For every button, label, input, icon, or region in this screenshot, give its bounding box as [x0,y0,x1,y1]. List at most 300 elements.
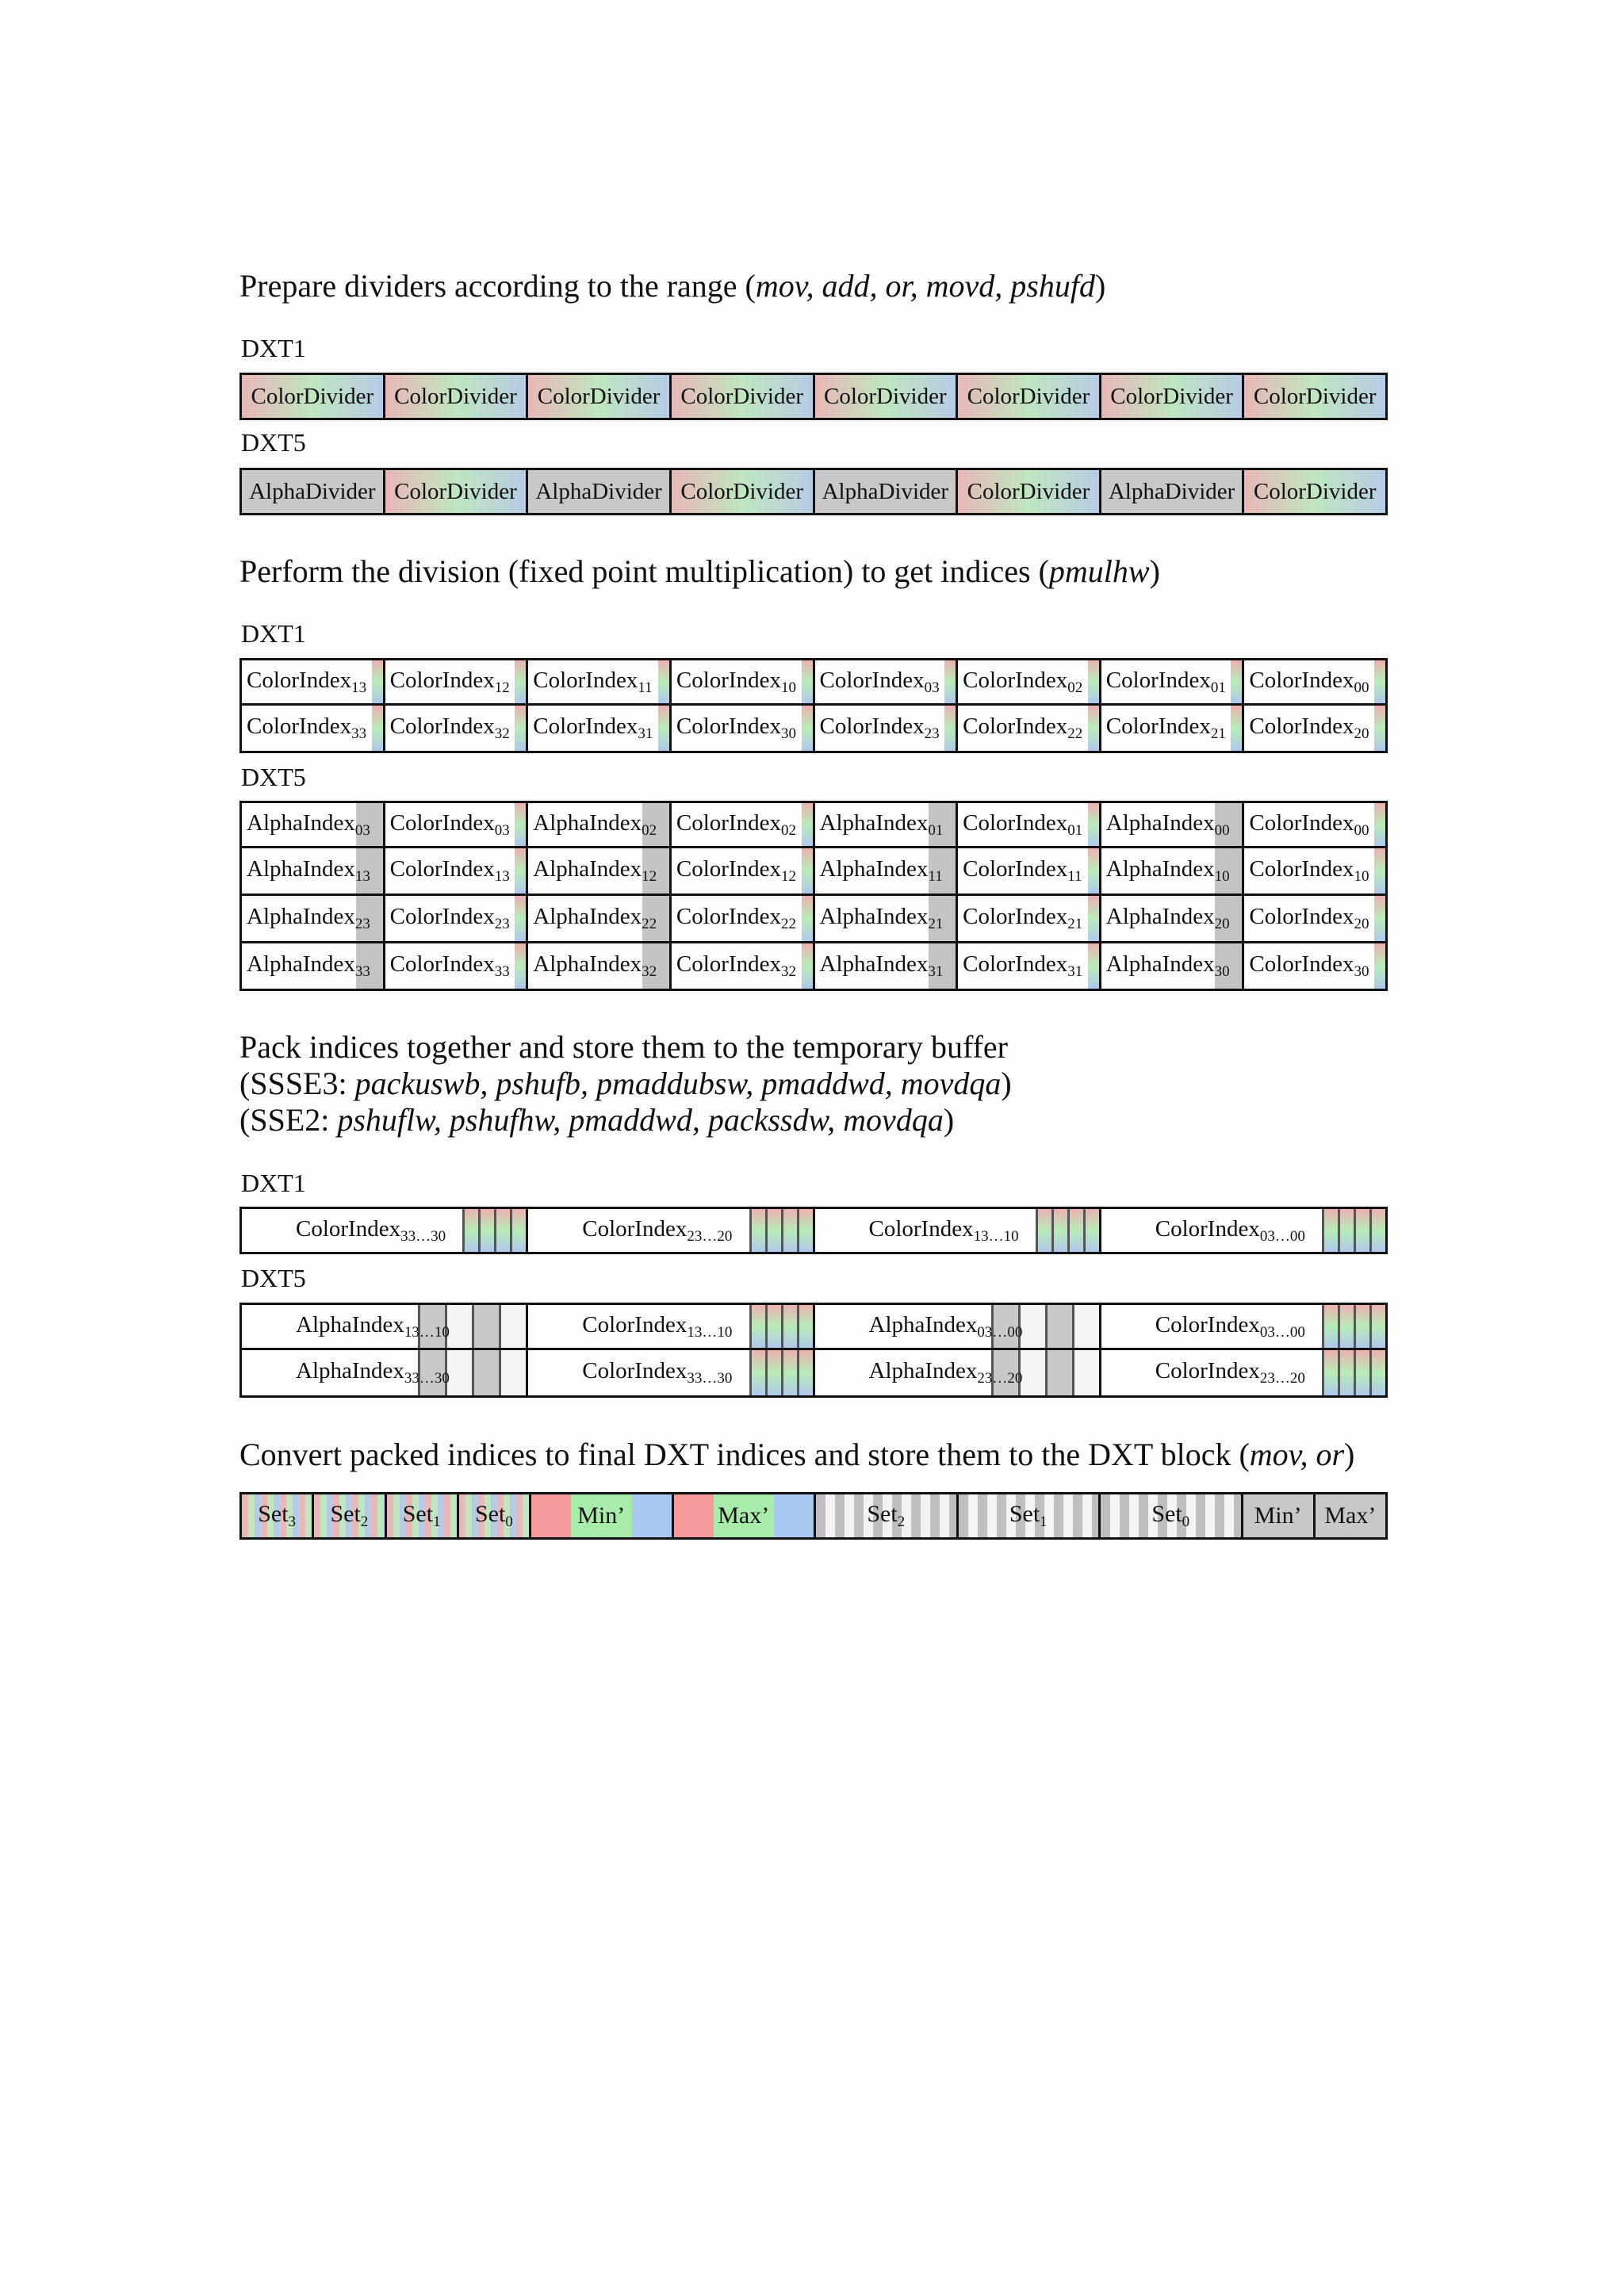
alpha-divider-cell [239,468,385,515]
color-index-cell [383,658,529,706]
min-endpoint-label: Min’ [577,1502,626,1529]
cell-subscript: 2 [897,1513,906,1530]
color-index-cell [526,706,672,753]
cell-subscript: 21 [928,916,944,932]
packed-alpha-label: AlphaIndex$_{03\dots 00}$ [868,1311,1023,1341]
color-index-label: ColorIndex$_{23}$ [819,714,940,742]
bit-bar [1051,1209,1067,1252]
color-index-cell [239,658,385,706]
color-index-label: ColorIndex$_{32}$ [389,714,510,742]
alpha-index-label: AlphaIndex$_{12}$ [533,856,657,885]
cell-subscript: 03 [924,679,940,696]
cell-subscript: 30 [780,725,796,742]
color-bits-stripe [515,896,526,941]
label-dxt1: DXT1 [241,619,306,648]
color-index-cell [669,848,815,896]
color-index-cell [1242,848,1388,896]
alpha-index-label: AlphaIndex$_{11}$ [819,856,943,885]
color-bit-bars [749,1305,813,1348]
color-index-label: ColorIndex$_{10}$ [676,667,796,696]
color-index-label: ColorIndex$_{02}$ [676,809,796,839]
bit-bar [1072,1305,1099,1348]
color-divider-cell [1242,468,1388,515]
alpha-index-cell [813,848,959,896]
packed-color-label: ColorIndex$_{33\dots 30}$ [582,1358,733,1387]
alpha-index-cell [1099,848,1245,896]
heading-convert [239,1437,1354,1473]
cell-subscript: 03 [494,821,510,839]
index-row [239,896,1388,943]
color-index-cell [956,848,1101,896]
max-endpoint-label-wrap [674,1494,814,1537]
heading-end: ) [943,1102,955,1138]
bit-bar [1338,1350,1354,1395]
color-index-cell [956,658,1101,706]
color-index-cell [1099,706,1245,753]
packed-row [239,1207,1388,1254]
color-index-label: ColorIndex$_{30}$ [1249,951,1369,980]
cell-subscript: 33 [354,963,370,980]
cell-subscript: 11 [928,868,943,885]
bit-bar [765,1305,781,1348]
bit-bar [749,1305,765,1348]
alpha-index-label: AlphaIndex$_{02}$ [533,809,657,839]
alpha-index-label: AlphaIndex$_{23}$ [247,904,370,932]
alpha-divider-label: AlphaDivider [822,478,949,504]
color-bits-stripe [1088,848,1099,894]
color-set-cell [312,1492,386,1540]
color-bits-stripe [944,706,956,751]
color-divider-cell [813,373,959,420]
bit-bar [472,1350,499,1395]
packed-row [239,1303,1388,1350]
color-index-cell [1242,658,1388,706]
bit-bar [797,1350,813,1395]
color-bits-stripe [515,943,526,989]
color-set-label: Set$_3$ [258,1501,297,1530]
color-bits-stripe [515,706,526,751]
color-bits-stripe [515,660,526,703]
color-index-cell [813,706,959,753]
cell-subscript: 23 [354,916,370,932]
bit-bar [1083,1209,1099,1252]
packed-alpha-cell [813,1350,1101,1398]
alpha-index-label: AlphaIndex$_{21}$ [819,904,944,932]
bit-bar [1338,1209,1354,1252]
cell-subscript: 01 [928,821,944,839]
cell-subscript: 10 [780,679,796,696]
color-divider-label: ColorDivider [680,383,804,409]
color-set-cell [385,1492,459,1540]
color-index-cell [1242,943,1388,991]
alpha-index-cell [526,896,672,943]
bit-bar [781,1350,797,1395]
color-bits-stripe [944,660,956,703]
cell-subscript: 03…00 [1259,1323,1305,1341]
color-divider-label: ColorDivider [823,383,947,409]
bit-bar [472,1305,499,1348]
heading-perform-division [239,553,1160,590]
cell-subscript: 11 [1067,868,1082,885]
color-divider-cell [669,373,815,420]
bit-bar [1322,1209,1338,1252]
cell-subscript: 33…30 [400,1227,446,1245]
color-index-cell [383,706,529,753]
color-bits-stripe [1374,848,1385,894]
color-index-label: ColorIndex$_{31}$ [533,714,653,742]
color-index-label: ColorIndex$_{13}$ [389,856,510,885]
packed-color-cell [526,1207,814,1254]
alpha-max-label: Max’ [1324,1502,1377,1529]
packed-color-cell [813,1207,1101,1254]
packed-color-label: ColorIndex$_{23\dots 20}$ [1155,1358,1305,1387]
color-index-cell [1099,658,1245,706]
cell-subscript: 10 [1354,868,1369,885]
alpha-index-cell [526,801,672,848]
bit-bar [781,1209,797,1252]
index-row [239,943,1388,991]
color-set-label: Set$_2$ [330,1501,369,1530]
color-index-label: ColorIndex$_{00}$ [1249,667,1369,696]
alpha-index-label: AlphaIndex$_{33}$ [247,951,370,980]
color-index-cell [956,801,1101,848]
bit-bar [499,1305,526,1348]
bit-bar [1322,1305,1338,1348]
color-bits-stripe [1088,896,1099,941]
color-index-label: ColorIndex$_{02}$ [963,667,1083,696]
alpha-set-cell [1098,1492,1243,1540]
color-index-label: ColorIndex$_{01}$ [1105,667,1226,696]
color-divider-label: ColorDivider [967,383,1090,409]
cell-subscript: 23…20 [977,1370,1023,1387]
color-divider-cell [239,373,385,420]
cell-subscript: 1 [1040,1513,1048,1530]
alpha-set-label: Set$_0$ [1151,1501,1190,1530]
color-bits-stripe [372,706,383,751]
label-dxt1: DXT1 [241,1169,306,1197]
color-bits-stripe [802,660,813,703]
cell-subscript: 33 [351,725,367,742]
alpha-index-cell [526,848,672,896]
packed-color-cell [1099,1207,1388,1254]
cell-subscript: 13…10 [687,1323,733,1341]
alpha-index-label: AlphaIndex$_{10}$ [1105,856,1230,885]
packed-alpha-cell [813,1303,1101,1350]
color-bits-stripe [802,848,813,894]
alpha-divider-cell [1099,468,1245,515]
alpha-min-label: Min’ [1254,1502,1302,1529]
color-bits-stripe [1088,803,1099,846]
cell-subscript: 13 [494,868,510,885]
color-index-label: ColorIndex$_{10}$ [1249,856,1369,885]
color-index-cell [239,706,385,753]
color-index-label: ColorIndex$_{23}$ [389,904,510,932]
color-bits-stripe [1374,706,1385,751]
cell-subscript: 11 [638,679,653,696]
alpha-min-cell [1241,1492,1316,1540]
bit-bar [1369,1209,1385,1252]
color-bits-stripe [1088,943,1099,989]
color-index-cell [956,943,1101,991]
packed-color-cell [526,1350,814,1398]
color-index-label: ColorIndex$_{22}$ [676,904,796,932]
color-bit-bars [1036,1209,1099,1252]
cell-subscript: 02 [642,821,657,839]
cell-subscript: 20 [1354,725,1369,742]
color-index-label: ColorIndex$_{12}$ [676,856,796,885]
cell-subscript: 0 [1182,1513,1190,1530]
cell-subscript: 10 [1214,868,1230,885]
alpha-index-label: AlphaIndex$_{00}$ [1105,809,1230,839]
alpha-index-cell [526,943,672,991]
color-index-label: ColorIndex$_{22}$ [963,714,1083,742]
color-index-label: ColorIndex$_{01}$ [963,809,1083,839]
heading-ops: pmulhw [1048,553,1150,589]
cell-subscript: 22 [642,916,657,932]
heading-pre: (SSE2: [239,1102,338,1138]
color-divider-label: ColorDivider [251,383,374,409]
color-set-cell [239,1492,314,1540]
alpha-index-cell [239,943,385,991]
cell-subscript: 20 [1354,916,1369,932]
alpha-index-cell [239,801,385,848]
color-divider-label: ColorDivider [394,383,517,409]
color-bit-bars [749,1350,813,1395]
color-index-label: ColorIndex$_{00}$ [1249,809,1369,839]
cell-subscript: 23…20 [1259,1370,1305,1387]
alpha-divider-label: AlphaDivider [249,478,376,504]
cell-subscript: 33…30 [404,1370,450,1387]
cell-subscript: 3 [288,1513,297,1530]
cell-subscript: 23 [924,725,940,742]
bit-bar [499,1350,526,1395]
packed-color-cell [1099,1350,1388,1398]
alpha-index-label: AlphaIndex$_{30}$ [1105,951,1230,980]
heading-pack-line2 [239,1066,1012,1102]
color-index-label: ColorIndex$_{21}$ [963,904,1083,932]
heading-end: ) [1001,1066,1012,1101]
cell-subscript: 12 [642,868,657,885]
bit-bar [797,1209,813,1252]
color-divider-label: ColorDivider [394,478,517,504]
cell-subscript: 01 [1067,821,1083,839]
color-index-cell [383,801,529,848]
alpha-index-label: AlphaIndex$_{13}$ [247,856,370,885]
alpha-index-cell [1099,943,1245,991]
color-bits-stripe [802,706,813,751]
color-index-cell [1242,896,1388,943]
cell-subscript: 21 [1067,916,1083,932]
color-divider-cell [383,468,529,515]
heading-pre: (SSSE3: [239,1066,355,1101]
heading-prepare-dividers [239,268,1105,304]
packed-alpha-label: AlphaIndex$_{13\dots 10}$ [296,1311,450,1341]
packed-alpha-label: AlphaIndex$_{23\dots 20}$ [868,1358,1023,1387]
color-divider-cell [669,468,815,515]
cell-subscript: 00 [1354,679,1369,696]
min-endpoint-label-wrap [531,1494,672,1537]
bit-bar [765,1350,781,1395]
label-dxt5: DXT5 [241,1264,306,1292]
cell-subscript: 0 [505,1513,513,1530]
cell-subscript: 32 [780,963,796,980]
bit-bar [765,1209,781,1252]
color-divider-cell [956,373,1101,420]
dxt-block-row [239,1492,1388,1540]
packed-row [239,1350,1388,1398]
alpha-index-cell [239,848,385,896]
color-bits-stripe [515,848,526,894]
color-index-label: ColorIndex$_{11}$ [963,856,1082,885]
cell-subscript: 21 [1210,725,1226,742]
color-set-label: Set$_1$ [402,1501,441,1530]
color-index-label: ColorIndex$_{30}$ [676,714,796,742]
color-bit-bars [462,1209,526,1252]
color-index-label: ColorIndex$_{32}$ [676,951,796,980]
alpha-index-cell [813,896,959,943]
heading-ops: mov, or [1249,1437,1345,1472]
color-divider-label: ColorDivider [537,383,661,409]
divider-row-dxt1 [239,373,1388,420]
color-bit-bars [749,1209,813,1252]
color-set-label: Set$_0$ [474,1501,513,1530]
color-bits-stripe [1374,943,1385,989]
label-dxt1: DXT1 [241,334,306,362]
cell-subscript: 03…00 [977,1323,1023,1341]
alpha-set-label: Set$_2$ [867,1501,906,1530]
bit-bar [510,1209,526,1252]
bit-bar [749,1209,765,1252]
label-dxt5: DXT5 [241,763,306,791]
label-dxt5: DXT5 [241,428,306,457]
heading-ops: packuswb, pshufb, pmaddubsw, pmaddwd, movdqa [354,1066,1002,1101]
index-row [239,801,1388,848]
bit-bar [494,1209,510,1252]
cell-subscript: 03 [354,821,370,839]
alpha-index-cell [813,801,959,848]
index-row [239,658,1388,706]
packed-color-label: ColorIndex$_{13\dots 10}$ [582,1311,733,1341]
color-index-cell [669,706,815,753]
alpha-index-label: AlphaIndex$_{03}$ [247,809,370,839]
alpha-set-cell [956,1492,1101,1540]
cell-subscript: 00 [1214,821,1230,839]
bit-bar [478,1209,494,1252]
heading-end: ) [1344,1437,1355,1472]
cell-subscript: 12 [494,679,510,696]
color-bits-stripe [1374,660,1385,703]
bit-bar [1067,1209,1083,1252]
bit-bar [1036,1209,1051,1252]
color-index-cell [1242,706,1388,753]
bit-bar [1045,1350,1072,1395]
color-index-cell [383,943,529,991]
color-divider-label: ColorDivider [1253,383,1377,409]
cell-subscript: 12 [780,868,796,885]
color-bits-stripe [658,706,669,751]
color-bit-bars [1322,1350,1385,1395]
color-index-label: ColorIndex$_{03}$ [389,809,510,839]
packed-color-cell [526,1303,814,1350]
cell-subscript: 13 [351,679,367,696]
bit-bar [1322,1350,1338,1395]
color-bits-stripe [1374,896,1385,941]
color-index-cell [383,896,529,943]
packed-color-cell [239,1207,528,1254]
heading-pack-line1: Pack indices together and store them to the temporary buffer [239,1029,1008,1065]
color-index-label: ColorIndex$_{03}$ [819,667,940,696]
cell-subscript: 32 [494,725,510,742]
bit-bar [1354,1209,1369,1252]
packed-alpha-cell [239,1303,528,1350]
color-index-cell [669,896,815,943]
color-index-label: ColorIndex$_{33}$ [247,714,367,742]
cell-subscript: 03…00 [1259,1227,1305,1245]
max-endpoint-label: Max’ [718,1502,770,1529]
color-bits-stripe [802,896,813,941]
cell-subscript: 23 [494,916,510,932]
bit-bar [781,1305,797,1348]
color-divider-cell [1099,373,1245,420]
bit-bar [797,1305,813,1348]
alpha-index-cell [1099,896,1245,943]
packed-alpha-cell [239,1350,528,1398]
color-bits-stripe [802,943,813,989]
index-row [239,706,1388,753]
alpha-index-cell [1099,801,1245,848]
cell-subscript: 01 [1210,679,1226,696]
color-index-cell [669,658,815,706]
packed-color-label: ColorIndex$_{33\dots 30}$ [296,1215,446,1245]
bit-bar [749,1350,765,1395]
cell-subscript: 31 [928,963,944,980]
color-divider-cell [383,373,529,420]
color-bits-stripe [658,660,669,703]
color-index-cell [383,848,529,896]
bit-bar [1072,1350,1099,1395]
alpha-index-label: AlphaIndex$_{31}$ [819,951,944,980]
cell-subscript: 31 [638,725,653,742]
cell-subscript: 32 [642,963,657,980]
color-index-cell [813,658,959,706]
heading-end: ) [1094,268,1106,304]
color-set-cell [457,1492,531,1540]
cell-subscript: 22 [1067,725,1083,742]
packed-color-label: ColorIndex$_{03\dots 00}$ [1155,1215,1305,1245]
cell-subscript: 22 [780,916,796,932]
cell-subscript: 23…20 [687,1227,733,1245]
cell-subscript: 1 [433,1513,441,1530]
heading-text: Perform the division (fixed point multiplication) to get indices ( [239,553,1049,589]
bit-bar [1369,1350,1385,1395]
index-row [239,848,1388,896]
cell-subscript: 13 [354,868,370,885]
color-index-label: ColorIndex$_{12}$ [389,667,510,696]
cell-subscript: 00 [1354,821,1369,839]
color-index-cell [956,896,1101,943]
color-index-label: ColorIndex$_{21}$ [1105,714,1226,742]
alpha-index-label: AlphaIndex$_{01}$ [819,809,944,839]
cell-subscript: 31 [1067,963,1083,980]
max-endpoint-cell [672,1492,817,1540]
alpha-index-cell [239,896,385,943]
divider-row-dxt5 [239,468,1388,515]
cell-subscript: 30 [1354,963,1369,980]
packed-color-label: ColorIndex$_{23\dots 20}$ [582,1215,733,1245]
cell-subscript: 13…10 [404,1323,450,1341]
bit-bar [1369,1305,1385,1348]
alpha-divider-cell [526,468,672,515]
